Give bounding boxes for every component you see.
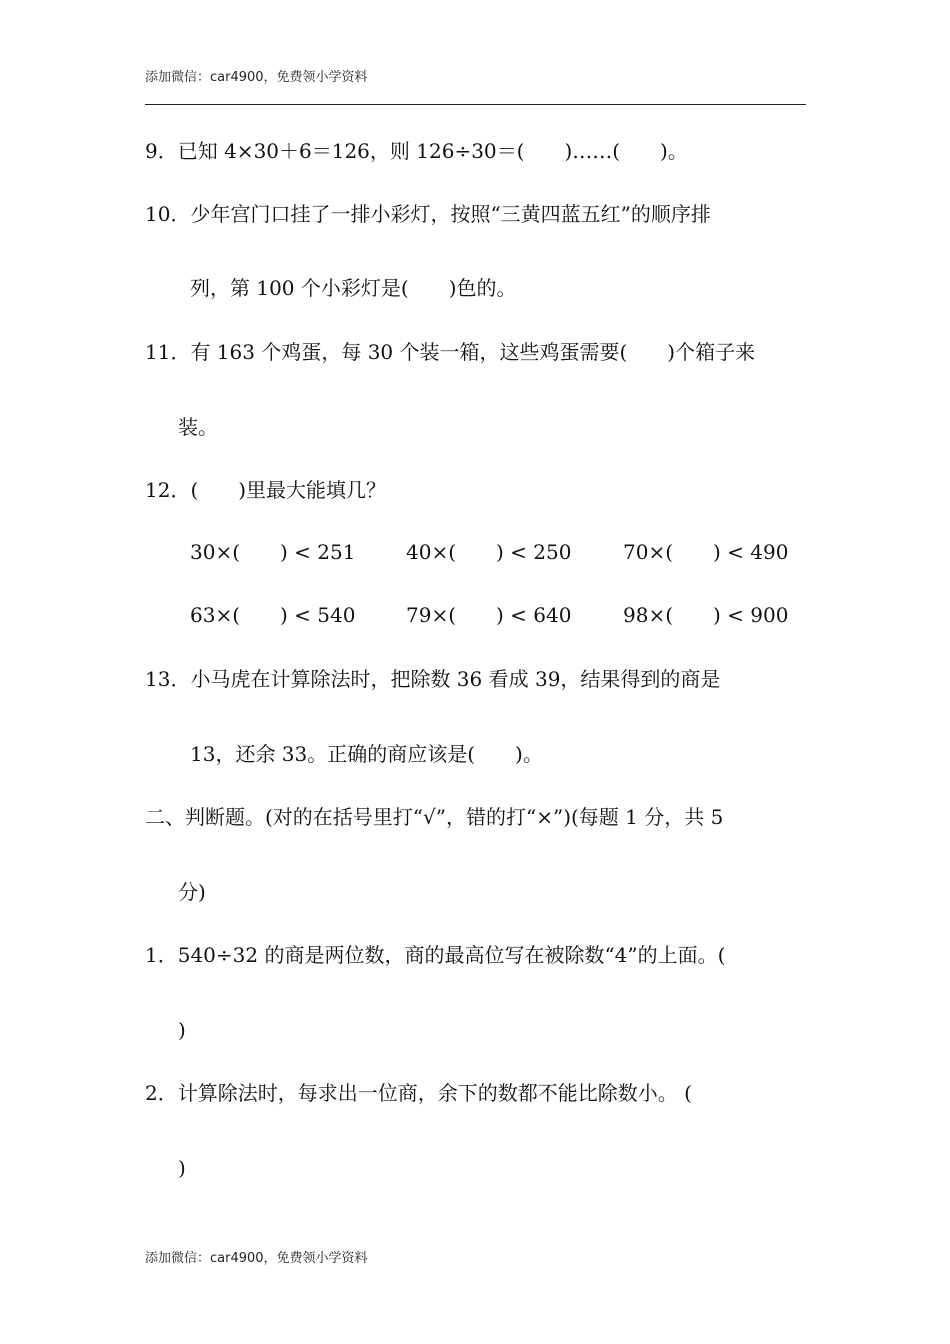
q12-item: 63×( ) < 540	[190, 603, 356, 627]
question-10-line-2: 列，第 100 个小彩灯是( )色的。	[190, 276, 517, 300]
question-11-line-1: 11．有 163 个鸡蛋，每 30 个装一箱，这些鸡蛋需要( )个箱子来	[145, 340, 756, 364]
section-2-title: 二、判断题。(对的在括号里打“√”，错的打“×”)(每题 1 分，共 5	[145, 805, 724, 829]
judgment-1-paren: )	[178, 1018, 186, 1042]
q12-item: 40×( ) < 250	[406, 540, 572, 564]
q12-item: 79×( ) < 640	[406, 603, 572, 627]
question-11-line-2: 装。	[178, 415, 218, 439]
q12-item: 30×( ) < 251	[190, 540, 356, 564]
question-13-line-1: 13．小马虎在计算除法时，把除数 36 看成 39，结果得到的商是	[145, 667, 721, 691]
question-9: 9．已知 4×30＋6＝126，则 126÷30＝( )……( )。	[145, 139, 688, 163]
question-10-line-1: 10．少年宫门口挂了一排小彩灯，按照“三黄四蓝五红”的顺序排	[145, 202, 711, 226]
question-13-line-2: 13，还余 33。正确的商应该是( )。	[190, 742, 543, 766]
question-12: 12．( )里最大能填几？	[145, 478, 387, 502]
q12-item: 98×( ) < 900	[623, 603, 789, 627]
judgment-2: 2．计算除法时，每求出一位商，余下的数都不能比除数小。 (	[145, 1081, 692, 1105]
page-footer: 添加微信：car4900，免费领小学资料	[145, 1251, 368, 1266]
q12-item: 70×( ) < 490	[623, 540, 789, 564]
judgment-1: 1．540÷32 的商是两位数，商的最高位写在被除数“4”的上面。(	[145, 943, 726, 967]
header-rule	[145, 104, 806, 105]
section-2-title-cont: 分)	[178, 880, 206, 904]
judgment-2-paren: )	[178, 1156, 186, 1180]
page-header: 添加微信：car4900，免费领小学资料	[145, 70, 368, 85]
